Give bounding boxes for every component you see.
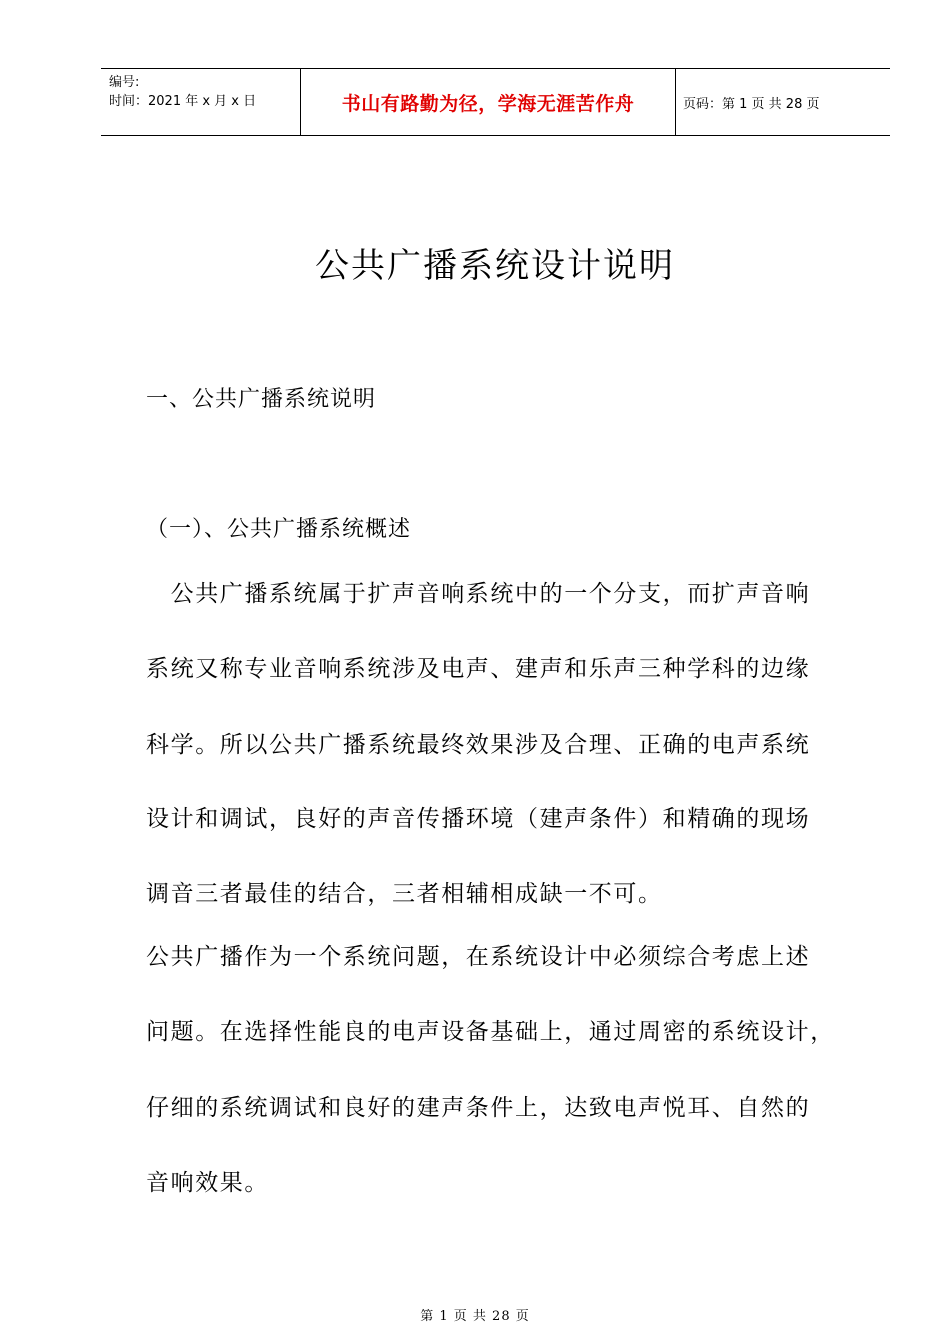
paragraph-line: 系统又称专业音响系统涉及电声、建声和乐声三种学科的边缘 — [146, 656, 811, 682]
number-label: 编号: — [109, 75, 140, 90]
header-meta — [109, 73, 256, 111]
header-page-info: 页码：第 1 页 共 28 页 — [683, 97, 820, 112]
paragraph-line: 公共广播系统属于扩声音响系统中的一个分支，而扩声音响 — [146, 581, 811, 607]
paragraph-line: 音响效果。 — [146, 1170, 269, 1196]
header-motto: 书山有路勤为径，学海无涯苦作舟 — [341, 92, 635, 115]
header-divider — [675, 69, 676, 135]
paragraph-line: 公共广播作为一个系统问题，在系统设计中必须综合考虑上述 — [146, 944, 811, 970]
paragraph-line: 仔细的系统调试和良好的建声条件上，达致电声悦耳、自然的 — [146, 1095, 811, 1121]
paragraph-line: 调音三者最佳的结合，三者相辅相成缺一不可。 — [146, 881, 663, 907]
paragraph-line: 问题。在选择性能良的电声设备基础上，通过周密的系统设计， — [146, 1019, 835, 1045]
time-label: 时间：2021 年 x 月 x 日 — [109, 94, 257, 109]
subsection-heading: （一）、公共广播系统概述 — [146, 517, 412, 542]
paragraph-line: 科学。所以公共广播系统最终效果涉及合理、正确的电声系统 — [146, 732, 811, 758]
section-heading: 一、公共广播系统说明 — [146, 387, 377, 412]
page-header — [101, 68, 890, 136]
page-footer: 第 1 页 共 28 页 — [420, 1309, 530, 1324]
document-title: 公共广播系统设计说明 — [315, 246, 675, 286]
paragraph-line: 设计和调试，良好的声音传播环境（建声条件）和精确的现场 — [146, 806, 811, 832]
